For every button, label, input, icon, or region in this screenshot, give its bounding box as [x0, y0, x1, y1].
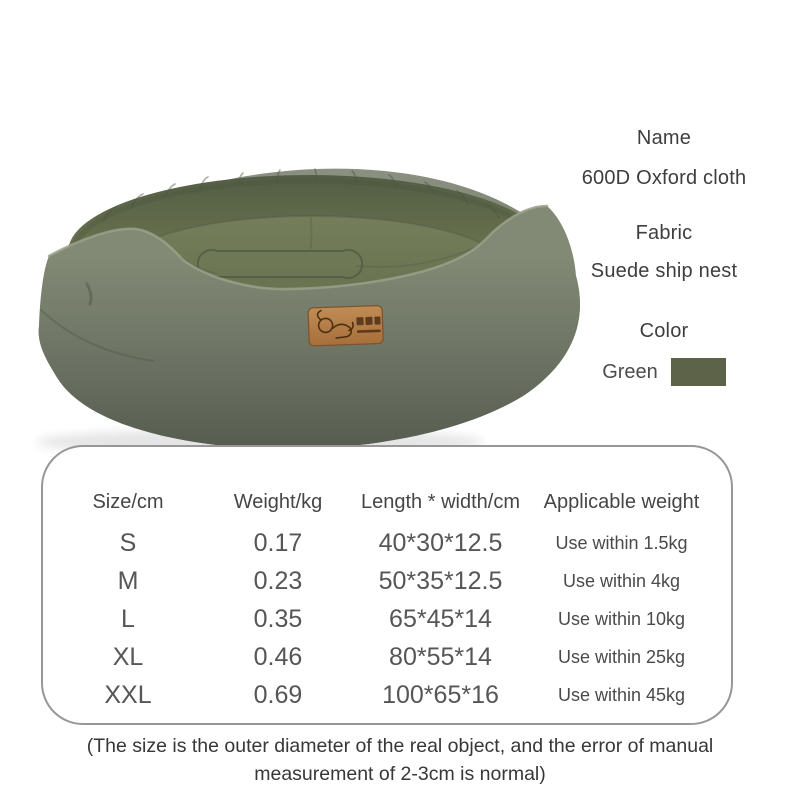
- spec-fabric-label: Fabric: [635, 222, 693, 244]
- table-cell: 40*30*12.5: [378, 528, 503, 557]
- column-header-size: Size/cm: [92, 490, 164, 513]
- bone-stitch: [198, 250, 362, 278]
- table-cell: Use within 10kg: [557, 608, 686, 629]
- table-cell: S: [119, 528, 137, 557]
- table-cell: Use within 45kg: [557, 684, 686, 705]
- spec-fabric-value: Suede ship nest: [590, 260, 738, 282]
- column-header-applicable: Applicable weight: [543, 490, 700, 513]
- table-cell: Use within 1.5kg: [555, 532, 688, 553]
- table-cell: L: [121, 604, 135, 633]
- table-cell: M: [117, 566, 139, 595]
- table-row: [43, 638, 731, 676]
- table-row: [43, 676, 731, 714]
- pet-bed-illustration: [25, 148, 595, 460]
- table-cell: 50*35*12.5: [378, 566, 503, 595]
- table-cell: 65*45*14: [389, 604, 492, 633]
- table-header-row: [43, 480, 731, 524]
- table-cell: 80*55*14: [389, 642, 492, 671]
- table-cell: 0.23: [253, 566, 303, 595]
- table-cell: 0.46: [253, 642, 303, 671]
- measurement-note: (The size is the outer diameter of the real object, and the error of manual measurement of 2-3cm is normal): [86, 735, 714, 785]
- table-cell: XL: [112, 642, 144, 671]
- table-row: [43, 600, 731, 638]
- brand-patch: [308, 305, 383, 346]
- table-cell: XXL: [104, 680, 152, 709]
- column-header-weight: Weight/kg: [233, 490, 323, 513]
- spec-color-label: Color: [639, 320, 689, 342]
- table-row: [43, 562, 731, 600]
- spec-name-label: Name: [636, 127, 692, 149]
- color-swatch: [671, 358, 726, 386]
- table-cell: 0.35: [253, 604, 303, 633]
- table-cell: 100*65*16: [382, 680, 499, 709]
- column-header-dims: Length * width/cm: [361, 490, 520, 513]
- spec-color-value: Green: [602, 360, 658, 383]
- product-specs: [538, 0, 790, 410]
- spec-color-row: [538, 358, 790, 386]
- table-cell: Use within 25kg: [557, 646, 686, 667]
- table-row: [43, 524, 731, 562]
- table-cell: Use within 4kg: [562, 570, 681, 591]
- spec-name-value: 600D Oxford cloth: [581, 167, 747, 189]
- table-cell: 0.69: [253, 680, 303, 709]
- table-cell: 0.17: [253, 528, 303, 557]
- product-photo: [25, 148, 595, 460]
- size-table: [41, 445, 733, 725]
